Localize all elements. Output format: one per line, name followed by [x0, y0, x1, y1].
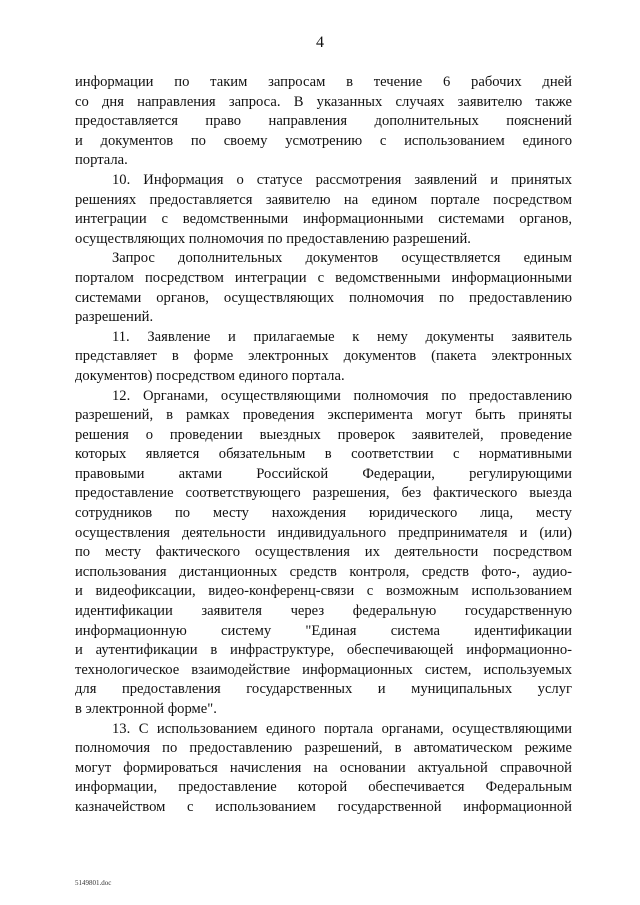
text-line: 10. Информация о статусе рассмотрения заявлений и принятых [112, 171, 572, 188]
document-file-code: 5149801.doc [75, 879, 112, 887]
text-line: 11. Заявление и прилагаемые к нему документы заявитель [112, 328, 572, 345]
word: по [174, 74, 190, 90]
text-line: могут формироваться начисления на основании актуальной справочной [75, 759, 572, 776]
word: использованием [215, 798, 316, 815]
word: дней [542, 74, 572, 90]
text-line: в электронной форме". [75, 701, 217, 717]
text-line [75, 504, 572, 524]
document-body [75, 73, 572, 818]
word: информационной [463, 798, 572, 815]
word: и [377, 681, 386, 698]
word: услуг [537, 681, 572, 698]
text-line [75, 73, 572, 93]
word: лица, [480, 505, 514, 522]
text-line [75, 465, 572, 485]
text-line: по месту фактического осуществления их деятельности посредством [75, 544, 572, 561]
word: месту [535, 505, 572, 522]
word: Российской [256, 465, 329, 482]
text-line: портала. [75, 152, 128, 169]
text-line: порталом посредством интеграции с ведомственными информационными [75, 269, 572, 286]
word: Федерации, [362, 465, 435, 482]
word: заявителя [201, 603, 262, 620]
word: таким [210, 74, 248, 90]
word: в [346, 74, 353, 90]
text-line: осуществляющих полномочия по предоставлению разрешений. [75, 230, 471, 247]
text-line: интеграции с ведомственными информационными системами органов, [75, 211, 572, 228]
word: запросам [268, 74, 326, 90]
paragraph-item-12 [75, 387, 572, 720]
paragraph-item-13 [75, 720, 572, 818]
text-line: использования дистанционных средств контроля, средств фото-, аудио- [75, 563, 572, 580]
text-line: Запрос дополнительных документов осуществляется единым [112, 250, 572, 267]
text-line: и аутентификации в инфраструктуре, обеспечивающей информационно- [75, 642, 572, 659]
word: государственных [246, 681, 353, 698]
word: рабочих [471, 74, 522, 90]
word: месту [212, 505, 249, 522]
text-line: предоставление соответствующего разрешения, без фактического выезда [75, 485, 572, 502]
word: информации [75, 74, 154, 90]
text-line: документов) посредством единого портала. [75, 367, 345, 384]
text-line: 12. Органами, осуществляющими полномочия по предоставлению [112, 387, 572, 404]
text-line: 13. С использованием единого портала органами, осуществляющими [112, 720, 572, 737]
text-line: представляет в форме электронных документов (пакета электронных [75, 348, 572, 365]
word: с [187, 798, 194, 815]
word: по [175, 505, 191, 522]
word: государственную [464, 603, 572, 620]
word: казначейством [75, 798, 166, 815]
page-number: 4 [316, 34, 324, 51]
text-line: полномочия по предоставлению разрешений, в автоматическом режиме [75, 740, 572, 757]
text-line: разрешений. [75, 309, 154, 326]
text-line: решениях предоставляется заявителю на едином портале посредством [75, 191, 572, 208]
word: государственной [337, 798, 442, 815]
word: для [75, 681, 97, 698]
word: течение [373, 74, 423, 90]
word: 6 [442, 74, 451, 90]
text-line: и видеофиксации, видео-конференц-связи с возможным использованием [75, 583, 572, 600]
text-line: разрешений, в рамках проведения эксперимента могут быть приняты [75, 407, 572, 424]
text-line: и документов по своему усмотрению с использованием единого [75, 132, 572, 149]
word: через [290, 603, 325, 620]
text-line: решения о проведении выездных проверок заявителей, проведение [75, 426, 572, 443]
word: идентификации [75, 603, 173, 620]
word: сотрудников [75, 505, 153, 522]
text-line [75, 798, 572, 818]
word: "Единая [305, 622, 357, 639]
word: актами [178, 465, 223, 482]
text-line: системами органов, осуществляющих полномочия по предоставлению [75, 289, 572, 306]
word: правовыми [75, 465, 145, 482]
word: система [390, 622, 440, 639]
text-line [75, 622, 572, 642]
paragraph-item-11 [75, 328, 572, 387]
text-line: технологическое взаимодействие информационных систем, используемых [75, 661, 572, 678]
word: муниципальных [411, 681, 513, 698]
word: регулирующими [469, 465, 572, 482]
text-line: со дня направления запроса. В указанных случаях заявителю также [75, 93, 572, 110]
word: юридического [368, 505, 458, 522]
text-line: предоставляется право направления дополнительных пояснений [75, 113, 572, 130]
word: предоставления [121, 681, 221, 698]
text-line: информации, предоставление которой обеспечивается Федеральным [75, 779, 572, 796]
paragraph-item-10 [75, 171, 572, 249]
text-line: которых является обязательным в соответствии с нормативными [75, 446, 572, 463]
word: идентификации [474, 622, 572, 639]
paragraph-additional-documents [75, 249, 572, 327]
text-line: осуществления деятельности индивидуального предпринимателя и (или) [75, 524, 572, 541]
word: информационную [75, 622, 187, 639]
word: систему [221, 622, 272, 639]
text-line [75, 680, 572, 700]
word: федеральную [352, 603, 437, 620]
text-line [75, 602, 572, 622]
word: нахождения [271, 505, 347, 522]
paragraph-continuation [75, 73, 572, 171]
